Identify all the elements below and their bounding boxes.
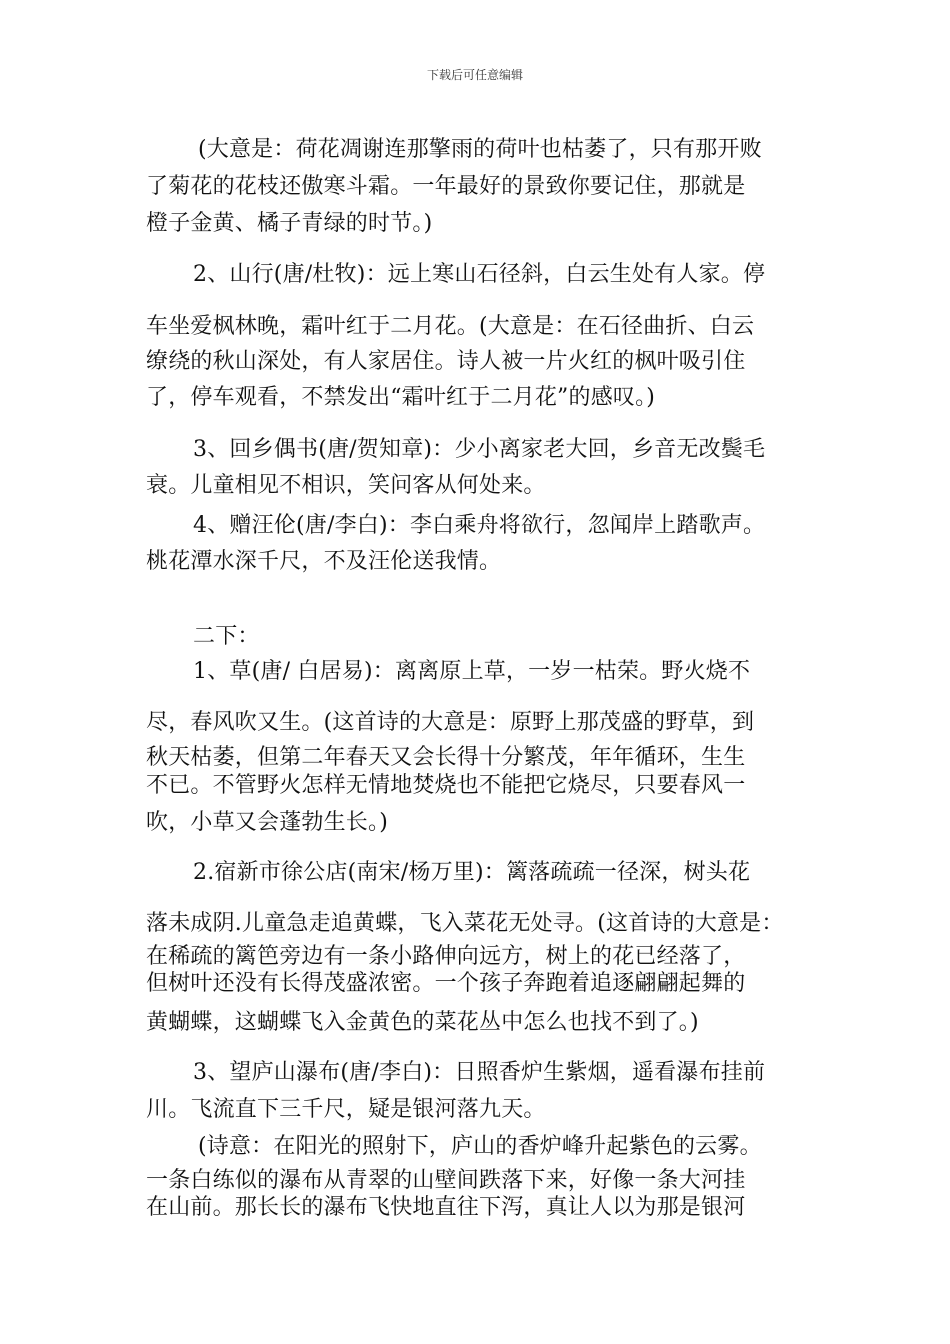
text-line: 2、山行(唐/杜牧)：远上寒山石径斜，白云生处有人家。停 xyxy=(193,262,766,287)
text-line: 川。飞流直下三千尺，疑是银河落九天。 xyxy=(146,1097,546,1122)
text-line: 4、赠汪伦(唐/李白)：李白乘舟将欲行，忽闻岸上踏歌声。 xyxy=(193,513,766,538)
text-line: (诗意：在阳光的照射下，庐山的香炉峰升起紫色的云雾。 xyxy=(198,1134,762,1159)
text-line: 车坐爱枫林晚，霜叶红于二月花。(大意是：在石径曲折、白云 xyxy=(146,314,755,339)
text-line: 了菊花的花枝还傲寒斗霜。一年最好的景致你要记住，那就是 xyxy=(146,174,746,199)
text-line: 在山前。那长长的瀑布飞快地直往下泻，真让人以为那是银河 xyxy=(146,1195,746,1220)
text-line: 在稀疏的篱笆旁边有一条小路伸向远方，树上的花已经落了， xyxy=(146,944,746,969)
text-line: 1、草(唐/ 白居易)：离离原上草，一岁一枯荣。野火烧不 xyxy=(193,659,751,684)
text-line: 落未成阴.儿童急走追黄蝶，飞入菜花无处寻。(这首诗的大意是： xyxy=(146,911,784,936)
text-line: 2.宿新市徐公店(南宋/杨万里)：篱落疏疏一径深，树头花 xyxy=(193,860,751,885)
text-line: 桃花潭水深千尺，不及汪伦送我情。 xyxy=(146,549,502,574)
text-line: 了，停车观看，不禁发出“霜叶红于二月花”的感叹。) xyxy=(146,385,656,410)
text-line: 不已。不管野火怎样无情地焚烧也不能把它烧尽，只要春风一 xyxy=(146,773,746,798)
text-line: 一条白练似的瀑布从青翠的山壁间跌落下来，好像一条大河挂 xyxy=(146,1168,746,1193)
text-line: (大意是：荷花凋谢连那擎雨的荷叶也枯萎了，只有那开败 xyxy=(198,137,762,162)
text-line: 缭绕的秋山深处，有人家居住。诗人被一片火红的枫叶吸引住 xyxy=(146,349,746,374)
section-heading: 二下： xyxy=(193,624,260,649)
text-line: 黄蝴蝶，这蝴蝶飞入金黄色的菜花丛中怎么也找不到了。) xyxy=(146,1010,699,1035)
page-header: 下载后可任意编辑 xyxy=(426,68,523,82)
text-line: 橙子金黄、橘子青绿的时节。) xyxy=(146,211,433,236)
text-line: 3、望庐山瀑布(唐/李白)：日照香炉生紫烟，遥看瀑布挂前 xyxy=(193,1060,766,1085)
text-line: 3、回乡偶书(唐/贺知章)：少小离家老大回，乡音无改鬓毛 xyxy=(193,437,766,462)
text-line: 尽，春风吹又生。(这首诗的大意是：原野上那茂盛的野草，到 xyxy=(146,710,755,735)
text-line: 衰。儿童相见不相识，笑问客从何处来。 xyxy=(146,473,546,498)
text-line: 但树叶还没有长得茂盛浓密。一个孩子奔跑着追逐翩翩起舞的 xyxy=(146,971,746,996)
text-line: 秋天枯萎，但第二年春天又会长得十分繁茂，年年循环，生生 xyxy=(146,745,746,770)
text-line: 吹，小草又会蓬勃生长。) xyxy=(146,810,388,835)
